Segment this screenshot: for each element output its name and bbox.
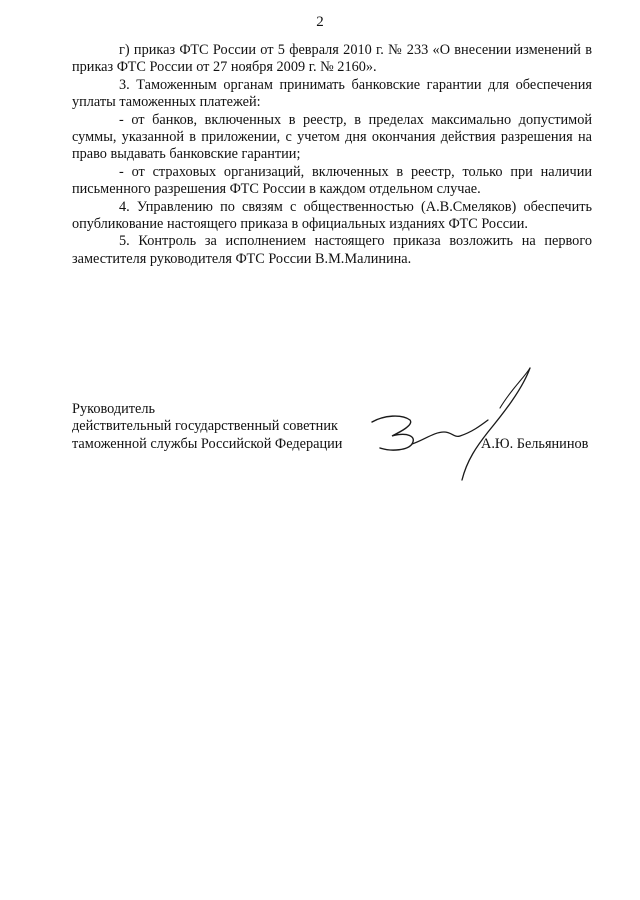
- position-line: Руководитель: [72, 401, 156, 417]
- signer-name: А.Ю. Бельянинов: [481, 436, 589, 452]
- page-number: 2: [316, 14, 324, 30]
- position-line: таможенной службы Российской Федерации: [72, 435, 343, 452]
- paragraph-item-3: 3. Таможенным органам принимать банковские гарантии для обеспечения уплаты таможенных платежей:: [72, 76, 592, 111]
- paragraph-insurers: - от страховых организаций, включенных в реестр, только при наличии письменного разрешения ФТС России в каждом отдельном случае.: [72, 163, 592, 198]
- position-line: действительный государственный советник: [72, 418, 338, 435]
- paragraph-item-5: 5. Контроль за исполнением настоящего приказа возложить на первого заместителя руководителя ФТС России В.М.Малинина.: [72, 233, 592, 267]
- document-body: [72, 42, 592, 268]
- paragraph-order-reference: г) приказ ФТС России от 5 февраля 2010 г. № 233 «О внесении изменений в приказ ФТС России от 27 ноября 2009 г. № 2160».: [72, 42, 592, 76]
- signatory-position: [72, 401, 372, 453]
- paragraph-banks: - от банков, включенных в реестр, в пределах максимально допустимой суммы, указанной в приложении, с учетом дня окончания действия разрешения на право выдавать банковские гарантии;: [72, 111, 592, 163]
- handwritten-signature: [362, 360, 542, 490]
- paragraph-item-4: 4. Управлению по связям с общественностью (А.В.Смеляков) обеспечить опубликование настоящего приказа в официальных изданиях ФТС России.: [72, 198, 592, 233]
